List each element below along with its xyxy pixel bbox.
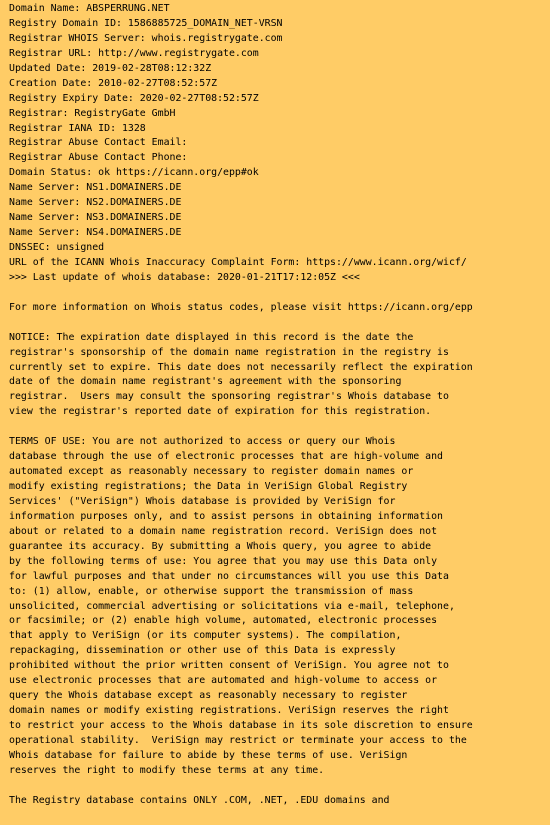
- whois-line: guarantee its accuracy. By submitting a Whois query, you agree to abide: [9, 540, 432, 552]
- whois-line: registrar. Users may consult the sponsoring registrar's Whois database to: [9, 391, 449, 403]
- whois-line: use electronic processes that are automated and high-volume to access or: [9, 675, 438, 687]
- whois-line: for lawful purposes and that under no circumstances will you use this Data: [9, 570, 449, 582]
- whois-line: Registrar IANA ID: 1328: [9, 122, 146, 134]
- whois-line: Registrar Abuse Contact Email:: [9, 137, 188, 149]
- whois-line: NOTICE: The expiration date displayed in this record is the date the: [9, 331, 414, 343]
- whois-line: unsolicited, commercial advertising or solicitations via e-mail, telephone,: [9, 600, 455, 612]
- whois-line: automated except as reasonably necessary to register domain names or: [9, 466, 414, 478]
- whois-line: For more information on Whois status codes, please visit https://icann.org/epp: [9, 301, 473, 313]
- whois-line: [9, 286, 550, 301]
- whois-line: Domain Status: ok https://icann.org/epp#ok: [9, 167, 259, 179]
- whois-line: Whois database for failure to abide by these terms of use. VeriSign: [9, 749, 408, 761]
- whois-line: by the following terms of use: You agree that you may use this Data only: [9, 555, 438, 567]
- whois-line: database through the use of electronic processes that are high-volume and: [9, 451, 444, 463]
- whois-line: query the Whois database except as reasonably necessary to register: [9, 690, 408, 702]
- whois-line: modify existing registrations; the Data in VeriSign Global Registry: [9, 481, 408, 492]
- whois-line: Registrar WHOIS Server: whois.registrygate.com: [9, 32, 283, 44]
- whois-line: Updated Date: 2019-02-28T08:12:32Z: [9, 62, 212, 74]
- whois-line: [9, 779, 550, 794]
- whois-line: repackaging, dissemination or other use of this Data is expressly: [9, 645, 396, 657]
- whois-line: Registrar URL: http://www.registrygate.com: [9, 47, 259, 59]
- whois-line: to: (1) allow, enable, or otherwise support the transmission of mass: [9, 585, 414, 597]
- whois-line: Name Server: NS1.DOMAINERS.DE: [9, 182, 182, 194]
- whois-line: Registry Domain ID: 1586885725_DOMAIN_NET-VRSN: [9, 17, 283, 29]
- whois-line: Registrar Abuse Contact Phone:: [9, 152, 188, 164]
- whois-line: [9, 420, 550, 435]
- whois-line: information purposes only, and to assist persons in obtaining information: [9, 510, 444, 522]
- whois-line: domain names or modify existing registrations. VeriSign reserves the right: [9, 705, 449, 717]
- whois-line: Services' ("VeriSign") Whois database is provided by VeriSign for: [9, 495, 396, 507]
- whois-line: Name Server: NS3.DOMAINERS.DE: [9, 212, 182, 224]
- whois-line: to restrict your access to the Whois database in its sole discretion to ensure: [9, 720, 473, 731]
- whois-line: DNSSEC: unsigned: [9, 242, 105, 253]
- whois-line: The Registry database contains ONLY .COM, .NET, .EDU domains and: [9, 794, 390, 806]
- whois-line: currently set to expire. This date does not necessarily reflect the expiration: [9, 361, 473, 373]
- whois-line: Name Server: NS2.DOMAINERS.DE: [9, 197, 182, 209]
- whois-line: operational stability. VeriSign may restrict or terminate your access to the: [9, 734, 467, 746]
- whois-line: Creation Date: 2010-02-27T08:52:57Z: [9, 77, 218, 89]
- whois-line: that apply to VeriSign (or its computer systems). The compilation,: [9, 630, 402, 642]
- whois-line: view the registrar's reported date of expiration for this registration.: [9, 406, 432, 418]
- whois-line: or facsimile; or (2) enable high volume, automated, electronic processes: [9, 615, 438, 627]
- whois-line: about or related to a domain name registration record. VeriSign does not: [9, 525, 438, 537]
- whois-line: prohibited without the prior written consent of VeriSign. You agree not to: [9, 660, 449, 672]
- whois-line: Registry Expiry Date: 2020-02-27T08:52:57Z: [9, 92, 259, 104]
- whois-line: reserves the right to modify these terms at any time.: [9, 764, 325, 776]
- whois-line: Domain Name: ABSPERRUNG.NET: [9, 3, 170, 14]
- whois-line: >>> Last update of whois database: 2020-01-21T17:12:05Z <<<: [9, 271, 360, 283]
- whois-line: [9, 316, 550, 331]
- whois-line: registrar's sponsorship of the domain name registration in the registry is: [9, 346, 449, 358]
- whois-line: date of the domain name registrant's agreement with the sponsoring: [9, 376, 402, 388]
- whois-line: Registrar: RegistryGate GmbH: [9, 107, 176, 119]
- whois-line: URL of the ICANN Whois Inaccuracy Complaint Form: https://www.icann.org/wicf/: [9, 256, 467, 268]
- whois-line: TERMS OF USE: You are not authorized to access or query our Whois: [9, 436, 396, 448]
- whois-line: Name Server: NS4.DOMAINERS.DE: [9, 227, 182, 239]
